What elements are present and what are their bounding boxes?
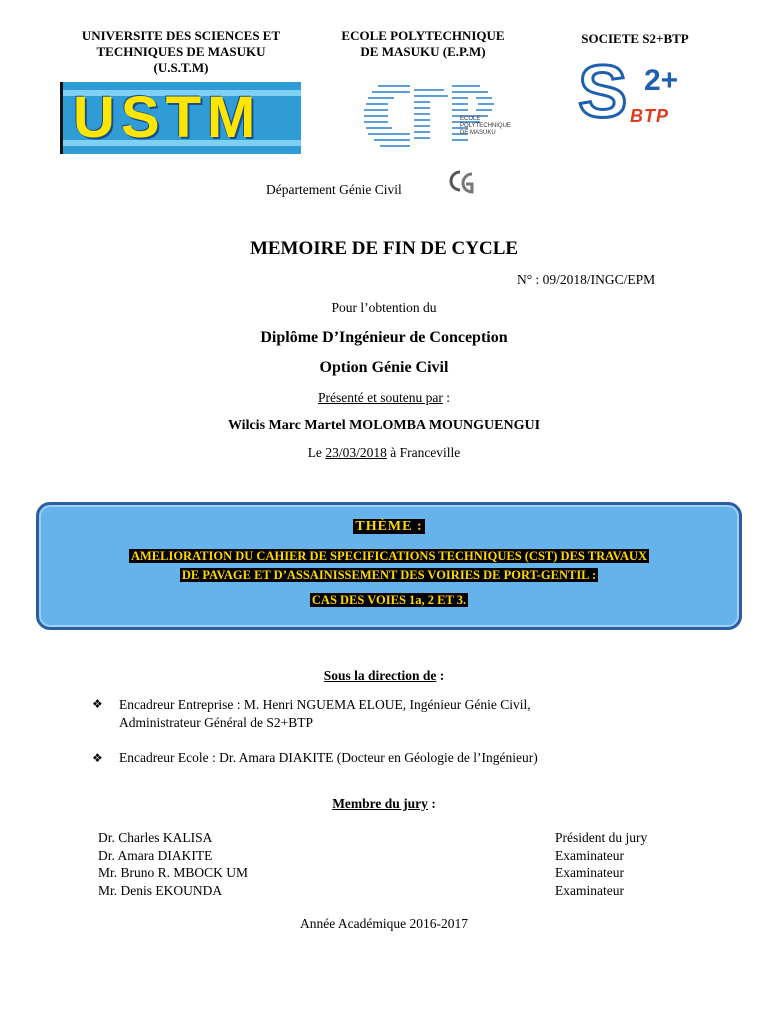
jury-member-role: Président du jury	[555, 830, 648, 845]
s2btp-logo-btp: BTP	[630, 106, 669, 126]
supervisor-company-line-2: Administrateur Général de S2+BTP	[119, 715, 313, 730]
theme-label: THÈME :	[355, 519, 423, 534]
memoire-number: N° : 09/2018/INGC/EPM	[517, 272, 656, 287]
author-name: Wilcis Marc Martel MOLOMBA MOUNGUENGUI	[227, 418, 541, 433]
direction-colon: :	[436, 668, 445, 683]
epm-logo	[348, 80, 518, 152]
department: Département Génie Civil	[266, 182, 402, 197]
theme-box	[36, 502, 742, 630]
presented-colon: :	[442, 390, 450, 405]
epm-logo-caption-3: DE MASUKU	[460, 130, 496, 136]
supervisor-company-line-1: Encadreur Entreprise : M. Henri NGUEMA ELOUE, Ingénieur Génie Civil,	[119, 697, 531, 712]
jury-member-name: Dr. Charles KALISA	[98, 830, 213, 845]
s2btp-logo-sup: 2+	[644, 64, 679, 97]
jury-member-name: Dr. Amara DIAKITE	[98, 847, 213, 863]
supervisor-company	[119, 696, 531, 732]
epm-logo-caption-1: ECOLE	[460, 116, 481, 122]
jury-list	[98, 829, 678, 899]
university-name	[50, 28, 312, 76]
school-line-1: ECOLE POLYTECHNIQUE	[341, 28, 505, 43]
jury-member	[98, 829, 678, 847]
company-name: SOCIETE S2+BTP	[581, 31, 689, 46]
bullet-icon: ❖	[92, 751, 103, 765]
obtention-text: Pour l’obtention du	[331, 300, 437, 315]
defense-date-line	[0, 445, 768, 461]
gc-emblem-icon	[444, 168, 480, 196]
presented-line	[0, 390, 768, 406]
jury-member-role: Examinateur	[555, 882, 624, 898]
diploma: Diplôme D’Ingénieur de Conception	[260, 329, 508, 346]
theme-line-2: DE PAVAGE ET D’ASSAINISSEMENT DES VOIRIES DE PORT-GENTIL :	[181, 568, 597, 582]
jury-heading	[0, 796, 768, 812]
theme-line-3: CAS DES VOIES 1a, 2 ET 3.	[311, 593, 467, 607]
university-line-2: TECHNIQUES DE MASUKU	[96, 44, 266, 59]
page-title: MEMOIRE DE FIN DE CYCLE	[249, 238, 519, 259]
jury-member	[98, 864, 678, 882]
jury-member	[98, 847, 678, 865]
jury-label: Membre du jury	[332, 796, 428, 811]
supervisor-school: Encadreur Ecole : Dr. Amara DIAKITE (Docteur en Géologie de l’Ingénieur)	[119, 750, 538, 765]
jury-member-role: Examinateur	[555, 847, 624, 863]
ustm-logo-text: USTM	[73, 85, 262, 150]
direction-heading	[0, 668, 768, 684]
jury-member	[98, 882, 678, 900]
s2btp-logo-s: S	[578, 50, 628, 133]
university-line-1: UNIVERSITE DES SCIENCES ET	[81, 28, 281, 43]
jury-colon: :	[427, 796, 436, 811]
school-name	[318, 28, 528, 60]
option: Option Génie Civil	[319, 359, 449, 376]
jury-member-name: Mr. Denis EKOUNDA	[98, 882, 223, 898]
date-suffix: à Franceville	[386, 445, 461, 460]
school-line-2: DE MASUKU (E.P.M)	[360, 44, 486, 59]
ustm-logo	[60, 82, 301, 154]
s2btp-logo	[574, 50, 706, 144]
presented-label: Présenté et soutenu par	[318, 390, 443, 405]
date-prefix: Le	[307, 445, 326, 460]
jury-member-name: Mr. Bruno R. MBOCK UM	[98, 865, 249, 880]
bullet-icon: ❖	[92, 697, 103, 711]
defense-date: 23/03/2018	[325, 445, 387, 460]
academic-year: Année Académique 2016-2017	[300, 916, 468, 931]
epm-logo-caption-2: POLYTECHNIQUE	[460, 123, 511, 129]
jury-member-role: Examinateur	[555, 865, 624, 880]
theme-line-1: AMELIORATION DU CAHIER DE SPECIFICATIONS TECHNIQUES (CST) DES TRAVAUX	[130, 549, 648, 563]
direction-label: Sous la direction de	[323, 668, 437, 683]
university-line-3: (U.S.T.M)	[153, 60, 209, 75]
